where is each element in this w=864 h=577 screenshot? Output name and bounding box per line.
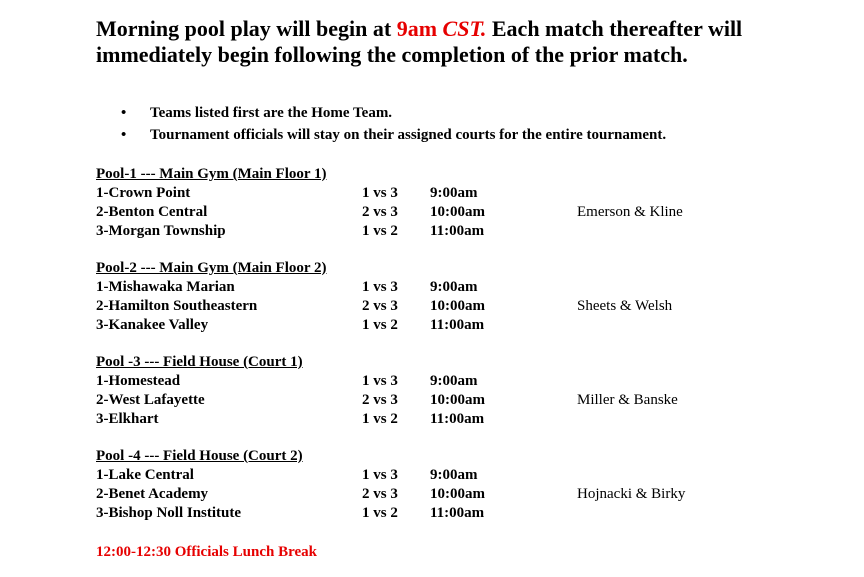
- team-name: 3-Bishop Noll Institute: [96, 505, 242, 521]
- team-name: 1-Mishawaka Marian: [96, 279, 235, 295]
- match-time: 9:00am: [430, 467, 478, 483]
- match-pairing: 2 vs 3: [362, 298, 398, 314]
- list-item: [96, 102, 666, 124]
- match-pairing: 1 vs 2: [362, 317, 398, 333]
- table-row: [96, 372, 796, 391]
- headline-start-time: 9am: [396, 16, 438, 41]
- team-name: 1-Homestead: [96, 373, 181, 389]
- table-row: [96, 278, 796, 297]
- pool-2: [96, 259, 796, 335]
- team-name: 2-West Lafayette: [96, 392, 205, 408]
- match-pairing: 2 vs 3: [362, 486, 398, 502]
- table-row: [96, 297, 796, 316]
- pool-4: [96, 447, 796, 523]
- pool-title: Pool-2 --- Main Gym (Main Floor 2): [96, 260, 327, 276]
- match-pairing: 1 vs 3: [362, 467, 398, 483]
- match-pairing: 1 vs 3: [362, 185, 398, 201]
- headline-part2: Each match thereafter will immediately begin following the completion of the prior match.: [96, 16, 743, 67]
- match-pairing: 1 vs 3: [362, 279, 398, 295]
- pool-title: Pool -4 --- Field House (Court 2): [96, 448, 303, 464]
- table-row: [96, 184, 796, 203]
- match-time: 11:00am: [430, 223, 485, 239]
- list-item: [96, 124, 666, 146]
- match-time: 10:00am: [430, 204, 485, 220]
- table-row: [96, 203, 796, 222]
- match-time: 9:00am: [430, 185, 478, 201]
- table-row: [96, 504, 796, 523]
- match-time: 11:00am: [430, 411, 485, 427]
- match-time: 9:00am: [430, 373, 478, 389]
- match-time: 10:00am: [430, 298, 485, 314]
- table-row: [96, 410, 796, 429]
- match-pairing: 1 vs 2: [362, 223, 398, 239]
- table-row: [96, 466, 796, 485]
- table-row: [96, 485, 796, 504]
- table-row: [96, 222, 796, 241]
- rules-list: [96, 102, 666, 146]
- rule-text: Tournament officials will stay on their assigned courts for the entire tournament.: [150, 127, 667, 143]
- pool-1: [96, 165, 796, 241]
- pool-3: [96, 353, 796, 429]
- officials-names: Emerson & Kline: [577, 204, 683, 220]
- headline: [96, 16, 836, 68]
- match-pairing: 1 vs 2: [362, 505, 398, 521]
- team-name: 3-Kanakee Valley: [96, 317, 209, 333]
- rule-text: Teams listed first are the Home Team.: [150, 105, 393, 121]
- bullet-icon: •: [121, 105, 127, 121]
- officials-names: Hojnacki & Birky: [577, 486, 686, 502]
- match-time: 9:00am: [430, 279, 478, 295]
- officials-names: Miller & Banske: [577, 392, 678, 408]
- match-time: 10:00am: [430, 486, 485, 502]
- match-time: 10:00am: [430, 392, 485, 408]
- match-time: 11:00am: [430, 317, 485, 333]
- team-name: 1-Lake Central: [96, 467, 194, 483]
- table-row: [96, 391, 796, 410]
- pool-title: Pool-1 --- Main Gym (Main Floor 1): [96, 166, 327, 182]
- headline-part1: Morning pool play will begin at: [96, 16, 397, 41]
- match-time: 11:00am: [430, 505, 485, 521]
- pool-title: Pool -3 --- Field House (Court 1): [96, 354, 303, 370]
- team-name: 2-Benet Academy: [96, 486, 209, 502]
- match-pairing: 1 vs 2: [362, 411, 398, 427]
- table-row: [96, 316, 796, 335]
- lunch-break-note: 12:00-12:30 Officials Lunch Break: [96, 544, 317, 560]
- headline-timezone: CST.: [442, 16, 487, 41]
- team-name: 3-Morgan Township: [96, 223, 226, 239]
- team-name: 2-Benton Central: [96, 204, 208, 220]
- match-pairing: 2 vs 3: [362, 204, 398, 220]
- match-pairing: 1 vs 3: [362, 373, 398, 389]
- team-name: 1-Crown Point: [96, 185, 191, 201]
- bullet-icon: •: [121, 127, 127, 143]
- officials-names: Sheets & Welsh: [577, 298, 673, 314]
- match-pairing: 2 vs 3: [362, 392, 398, 408]
- team-name: 3-Elkhart: [96, 411, 159, 427]
- team-name: 2-Hamilton Southeastern: [96, 298, 258, 314]
